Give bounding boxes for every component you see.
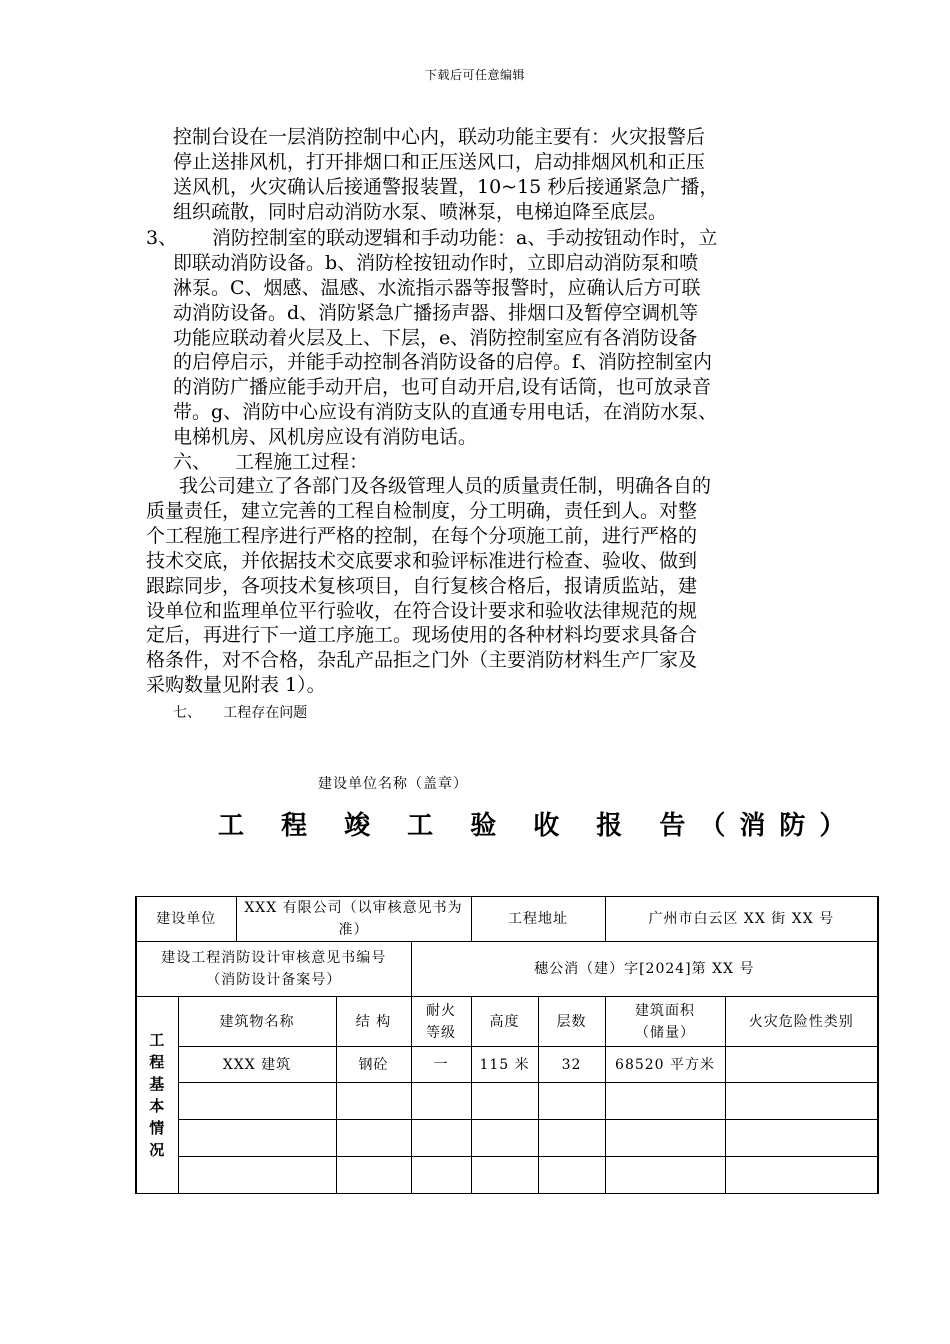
header-fire-rating (411, 997, 471, 1047)
cell-height (471, 1083, 538, 1120)
cell-height (471, 1157, 538, 1194)
paragraph-line: 我公司建立了各部门及各级管理人员的质量责任制，明确各自的 (173, 475, 712, 497)
cell-hazard (725, 1157, 878, 1194)
paragraph-line: 个工程施工程序进行严格的控制，在每个分项施工前，进行严格的 (146, 525, 698, 547)
cell-floors (538, 1120, 605, 1157)
cell-structure (336, 1083, 411, 1120)
header-area-line2: （储量） (635, 1024, 696, 1041)
header-area (605, 997, 725, 1047)
paragraph-line: 跟踪同步，各项技术复核项目，自行复核合格后，报请质监站，建 (146, 575, 698, 597)
table-row (136, 1047, 878, 1083)
cell-area (605, 1157, 725, 1194)
cell-area (605, 1083, 725, 1120)
label-design-review-line2: （消防设计备案号） (206, 972, 342, 988)
section-heading: 六、 工程施工过程： (173, 451, 369, 473)
cell-hazard (725, 1083, 878, 1120)
section-label-char: 程 (149, 1053, 166, 1071)
paragraph-line: 消防控制室的联动逻辑和手动功能：a、手动按钮动作时，立 (212, 227, 718, 249)
paragraph-line: 的消防广播应能手动开启，也可自动开启,设有话筒，也可放录音 (173, 376, 712, 398)
paragraph-line: 电梯机房、风机房应设有消防电话。 (173, 426, 478, 448)
label-design-review-line1: 建设工程消防设计审核意见书编号 (161, 950, 387, 966)
paragraph-line: 控制台设在一层消防控制中心内，联动功能主要有：火灾报警后 (173, 126, 706, 148)
cell-structure (336, 1120, 411, 1157)
cell-building-name (178, 1120, 336, 1157)
paragraph-line: 质量责任，建立完善的工程自检制度，分工明确，责任到人。对整 (146, 500, 698, 522)
cell-height (471, 1120, 538, 1157)
header-area-line1: 建筑面积 (635, 1002, 696, 1019)
cell-fire-rating (411, 1083, 471, 1120)
cell-fire-rating (411, 1120, 471, 1157)
paragraph-line: 送风机，火灾确认后接通警报装置，10~15 秒后接通紧急广播， (173, 176, 719, 198)
section-label-char: 情 (149, 1119, 166, 1137)
acceptance-form-table (135, 896, 879, 1194)
header-height: 高度 (471, 997, 538, 1047)
cell-building-name (178, 1157, 336, 1194)
paragraph-line: 格条件，对不合格，杂乱产品拒之门外（主要消防材料生产厂家及 (146, 649, 698, 671)
paragraph-line: 功能应联动着火层及上、下层，e、消防控制室应有各消防设备 (173, 327, 698, 349)
section-label-char: 工 (149, 1031, 166, 1049)
cell-fire-rating: 一 (411, 1047, 471, 1083)
cell-structure: 钢砼 (336, 1047, 411, 1083)
value-design-review-number: 穗公消（建）字[2024]第 XX 号 (411, 942, 878, 997)
section-label-basic-info (136, 997, 178, 1194)
value-construction-unit: XXX 有限公司（以审核意见书为准） (236, 897, 471, 942)
label-construction-unit: 建设单位 (136, 897, 236, 942)
table-row (136, 1157, 878, 1194)
cell-height: 115 米 (471, 1047, 538, 1083)
table-row (136, 1083, 878, 1120)
paragraph-line: 动消防设备。d、消防紧急广播扬声器、排烟口及暂停空调机等 (173, 302, 699, 324)
paragraph-line: 停止送排风机，打开排烟口和正压送风口，启动排烟风机和正压 (173, 151, 706, 173)
cell-floors: 32 (538, 1047, 605, 1083)
paragraph-line: 的启停启示，并能手动控制各消防设备的启停。f、消防控制室内 (173, 351, 713, 373)
section-label-char: 况 (149, 1141, 166, 1159)
list-number: 3、 (146, 227, 178, 249)
paragraph-line: 即联动消防设备。b、消防栓按钮动作时，立即启动消防泵和喷 (173, 252, 699, 274)
section-heading: 七、 工程存在问题 (173, 705, 308, 721)
header-structure: 结 构 (336, 997, 411, 1047)
value-project-address: 广州市白云区 XX 街 XX 号 (605, 897, 878, 942)
cell-floors (538, 1083, 605, 1120)
paragraph-line: 设单位和监理单位平行验收，在符合设计要求和验收法律规范的规 (146, 600, 698, 622)
header-floors: 层数 (538, 997, 605, 1047)
cell-area: 68520 平方米 (605, 1047, 725, 1083)
page-header-note: 下载后可任意编辑 (424, 68, 525, 82)
paragraph-line: 组织疏散，同时启动消防水泵、喷淋泵，电梯迫降至底层。 (173, 201, 668, 223)
section-label-char: 基 (149, 1075, 166, 1093)
cell-area (605, 1120, 725, 1157)
label-design-review-number (136, 942, 411, 997)
paragraph-line: 技术交底，并依据技术交底要求和验评标准进行检查、验收、做到 (146, 550, 698, 572)
cell-hazard (725, 1047, 878, 1083)
header-fire-hazard-class: 火灾危险性类别 (725, 997, 878, 1047)
seal-line: 建设单位名称（盖章） (318, 776, 468, 792)
paragraph-line: 采购数量见附表 1）。 (146, 674, 326, 696)
paragraph-line: 带。g、消防中心应设有消防支队的直通专用电话，在消防水泵、 (173, 401, 718, 423)
cell-hazard (725, 1120, 878, 1157)
cell-floors (538, 1157, 605, 1194)
cell-building-name (178, 1083, 336, 1120)
paragraph-line: 淋泵。C、烟感、温感、水流指示器等报警时，应确认后方可联 (173, 277, 701, 299)
header-fire-rating-line2: 等级 (426, 1024, 457, 1041)
label-project-address: 工程地址 (471, 897, 605, 942)
paragraph-line: 定后，再进行下一道工序施工。现场使用的各种材料均要求具备合 (146, 624, 698, 646)
header-fire-rating-line1: 耐火 (426, 1002, 457, 1019)
report-title: 工 程 竣 工 验 收 报 告（消防） (218, 811, 860, 841)
cell-building-name: XXX 建筑 (178, 1047, 336, 1083)
section-label-char: 本 (149, 1097, 166, 1115)
header-building-name: 建筑物名称 (178, 997, 336, 1047)
table-row (136, 1120, 878, 1157)
cell-structure (336, 1157, 411, 1194)
cell-fire-rating (411, 1157, 471, 1194)
